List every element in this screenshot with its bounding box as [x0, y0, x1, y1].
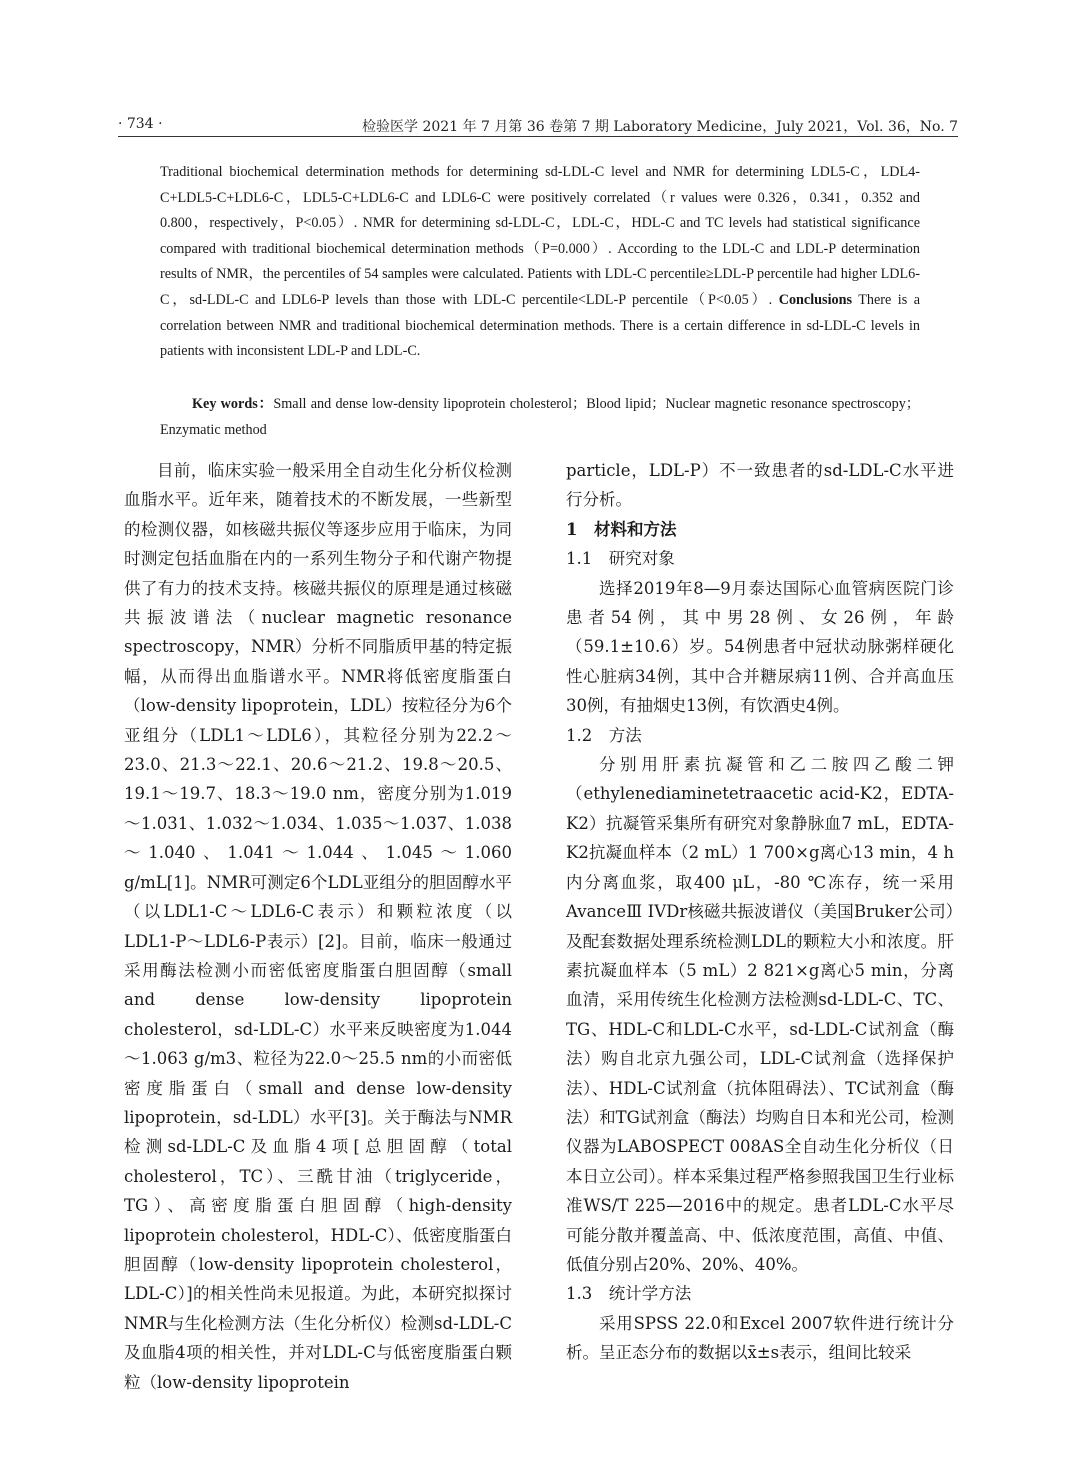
keywords-text: Small and dense low-density lipoprotein cholesterol；Blood lipid；Nuclear magnetic resonance spectroscopy；Enzymatic method	[160, 396, 920, 438]
header-rule	[118, 136, 958, 137]
study-subjects-paragraph: 选择2019年8—9月泰达国际心血管病医院门诊患者54例，其中男28例、女26例，年龄（59.1±10.6）岁。54例患者中冠状动脉粥样硬化性心脏病34例，其中合并糖尿病11例、合并高血压30例，有抽烟史13例，有饮酒史4例。	[566, 578, 954, 716]
methods-paragraph: 分别用肝素抗凝管和乙二胺四乙酸二钾（ethylenediaminetetraacetic acid-K2，EDTA-K2）抗凝管采集所有研究对象静脉血7 mL，EDTA-K2抗凝血样本（2 mL）1 700×g离心13 min，4 h内分离血浆，取400 μL，-80 ℃冻存，统一采用AvanceⅢ IVDr核磁共振波谱仪（美国Bruker公司）及配套数据处理系统检测LDL的颗粒大小和浓度。肝素抗凝血样本（5 mL）2 821×g离心5 min，分离血清，采用传统生化检测方法检测sd-LDL-C、TC、TG、HDL-C和LDL-C水平，sd-LDL-C试剂盒（酶法）购自北京九强公司，LDL-C试剂盒（选择保护法）、HDL-C试剂盒（抗体阻碍法）、TC试剂盒（酶法）和TG试剂盒（酶法）均购自日本和光公司，检测仪器为LABOSPECT 008AS全自动生化分析仪（日本日立公司）。样本采集过程严格参照我国卫生行业标准WS/T 225—2016中的规定。患者LDL-C水平尽可能分散并覆盖高、中、低浓度范围，高值、中值、低值分别占20%、20%、40%。	[566, 755, 954, 1274]
page-number: · 734 ·	[118, 116, 163, 132]
intro-paragraph: 目前，临床实验一般采用全自动生化分析仪检测血脂水平。近年来，随着技术的不断发展，一些新型的检测仪器，如核磁共振仪等逐步应用于临床，为同时测定包括血脂在内的一系列生物分子和代谢产物提供了有力的技术支持。核磁共振仪的原理是通过核磁共振波谱法（nuclear magnetic resonance spectroscopy，NMR）分析不同脂质甲基的特定振幅，从而得出血脂谱水平。NMR将低密度脂蛋白（low-density lipoprotein，LDL）按粒径分为6个亚组分（LDL1～LDL6），其粒径分别为22.2～23.0、21.3～22.1、20.6～21.2、19.8～20.5、19.1～19.7、18.3～19.0 nm，密度分别为1.019～1.031、1.032～1.034、1.035～1.037、1.038～1.040、1.041～1.044、1.045～1.060 g/mL[1]。NMR可测定6个LDL亚组分的胆固醇水平（以LDL1-C～LDL6-C表示）和颗粒浓度（以LDL1-P～LDL6-P表示）[2]。目前，临床一般通过采用酶法检测小而密低密度脂蛋白胆固醇（small and dense low-density lipoprotein cholesterol，sd-LDL-C）水平来反映密度为1.044～1.063 g/m3、粒径为22.0～25.5 nm的小而密低密度脂蛋白（small and dense low-density lipoprotein，sd-LDL）水平[3]。关于酶法与NMR检测sd-LDL-C及血脂4项[总胆固醇（total cholesterol，TC）、三酰甘油（triglyceride，TG）、高密度脂蛋白胆固醇（high-density lipoprotein cholesterol，HDL-C）、低密度脂蛋白胆固醇（low-density lipoprotein cholesterol，LDL-C）]的相关性尚未见报道。为此，本研究拟探讨NMR与生化检测方法（生化分析仪）检测sd-LDL-C及血脂4项的相关性，并对LDL-C与低密度脂蛋白颗粒（low-density lipoprotein	[124, 461, 512, 1392]
keywords	[160, 392, 920, 443]
subheading-statistics: 1.3 统计学方法	[566, 1284, 692, 1304]
left-column	[124, 456, 512, 1397]
journal-citation: 检验医学 2021 年 7 月第 36 卷第 7 期 Laboratory Medicine，July 2021，Vol. 36，No. 7	[362, 119, 958, 135]
abstract-results-text: Traditional biochemical determination methods for determining sd-LDL-C level and NMR for determining LDL5-C，LDL4-C+LDL5-C+LDL6-C，LDL5-C+LDL6-C and LDL6-C were positively correlated（r values were 0.326，0.341，0.352 and 0.800，respectively，P<0.05）. NMR for determining sd-LDL-C，LDL-C，HDL-C and TC levels had statistical significance compared with traditional biochemical determination methods（P=0.000）. According to the LDL-C and LDL-P determination results of NMR，the percentiles of 54 samples were calculated. Patients with LDL-C percentile≥LDL-P percentile had higher LDL6-C，sd-LDL-C and LDL6-P levels than those with LDL-C percentile<LDL-P percentile（P<0.05）.	[160, 164, 920, 308]
conclusions-label: Conclusions	[778, 291, 853, 308]
right-column	[566, 456, 954, 1368]
keywords-label: Key words：	[192, 396, 274, 412]
subheading-study-subjects: 1.1 研究对象	[566, 549, 675, 569]
abstract-results	[160, 160, 920, 365]
running-header	[118, 112, 958, 138]
section-heading-materials-methods: 1 材料和方法	[566, 519, 677, 539]
subheading-methods: 1.2 方法	[566, 725, 642, 745]
continuation-text: particle，LDL-P）不一致患者的sd-LDL-C水平进行分析。	[566, 461, 954, 510]
statistics-paragraph: 采用SPSS 22.0和Excel 2007软件进行统计分析。呈正态分布的数据以x̄±s表示，组间比较采	[566, 1313, 954, 1363]
conclusions-text: There is a correlation between NMR and traditional biochemical determination methods. There is a certain difference in sd-LDL-C levels in patients with inconsistent LDL-P and LDL-C.	[160, 291, 921, 360]
